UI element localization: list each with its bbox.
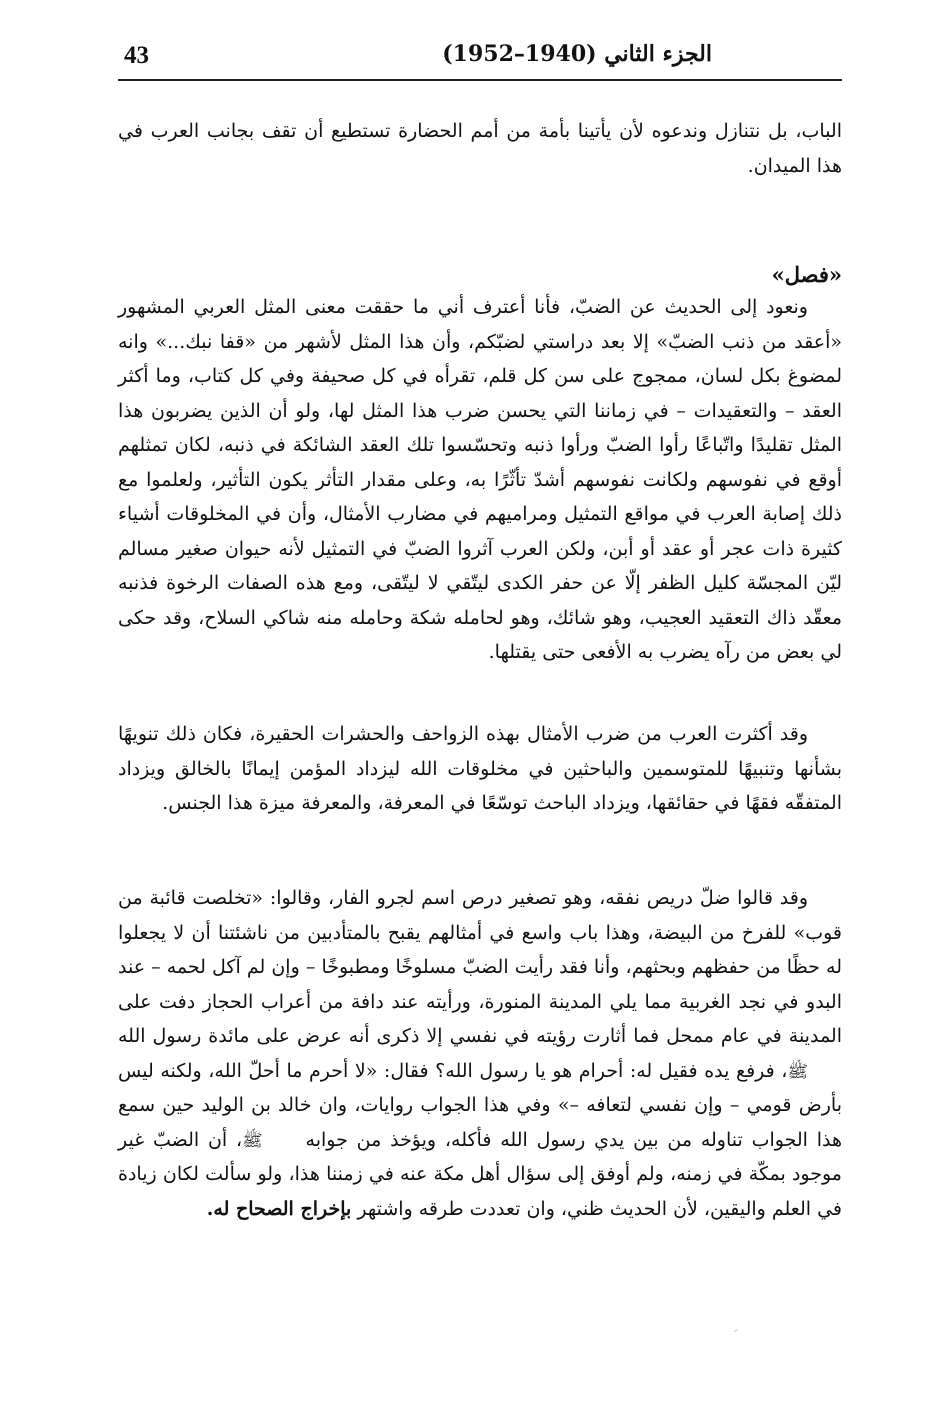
honorific-saw-icon: ﷺ bbox=[787, 1061, 808, 1082]
paragraph-dabb-proverb: ونعود إلى الحديث عن الضبّ، فأنا أعترف أني ما حققت معنى المثل العربي المشهور «أعقد من ذنب الضبّ» إلا بعد دراستي لضبّكم، وأن هذا المثل لأشهر من «قفا نبك...» وانه لمضوغ بكل لسان، ممجوج على سن كل قلم، تقرأه في كل صحيفة وفي كل كتاب، وما أكثر العقد – والتعقيدات – في زماننا التي يحسن ضرب هذا المثل لها، ولو أن الذين يضربون هذا المثل تقليدًا واتّباعًا رأوا الضبّ ورأوا ذنبه وتحسّسوا تلك العقد الشائكة في ذنبه، لكان تمثلهم أوقع في نفوسهم ولكانت نفوسهم أشدّ تأثّرًا به، وعلى مقدار التأثر يكون التأثير، ولعلموا مع ذلك إصابة العرب في مواقع التمثيل ومراميهم في مضارب الأمثال، وأن في المخلوقات أشياء كثيرة ذات عجر أو عقد أو أبن، ولكن العرب آثروا الضبّ في التمثيل لأنه حيوان صغير مسالم ليّن المجسّة كليل الظفر إلّا عن حفر الكدى ليتّقي لا ليتّقى، ومع هذه الصفات الرخوة فذنبه معقّد ذاك التعقيد العجيب، وهو شائك، وهو لحامله شكة وحامله منه شاكي السلاح، وقد حكى لي بعض من رآه يضرب به الأفعى حتى يقتلها. bbox=[118, 296, 842, 663]
hadith-text-part-1: وقد قالوا ضلّ دريص نفقه، وهو تصغير درص اسم لجرو الفار، وقالوا: «تخلصت قائبة من قوب» للفرخ من البيضة، وهذا باب واسع في أمثالهم يقبح بالمتأدبين من ناشئتنا أن لا يجعلوا له حظًا من حفظهم وبحثهم، وأنا فقد رأيت الضبّ مسلوخًا ومطبوخًا – وإن لم آكل لحمه – عند البدو في نجد الغربية مما يلي المدينة المنورة، ورأيته عند دافة من أعراب الحجاز دفت على المدينة في عام ممحل فما أثارت رؤيته في نفسي إلا ذكرى أنه عرض على مائدة رسول الله bbox=[118, 887, 842, 1047]
honorific-saw-icon: ﷺ bbox=[242, 1130, 263, 1151]
page-header bbox=[118, 30, 842, 78]
hadith-text-part-2: ، فرفع يده فقيل له: أحرام هو يا رسول الله؟ فقال: «لا أحرم ما أحلّ الله، ولكنه ليس بأرض قومي – وإن نفسي لتعافه –» وفي هذا الجواب روايات، وان خالد بن الوليد حين سمع هذا الجواب تناوله من بين يدي رسول الله فأكله، ويؤخذ من جوابه bbox=[118, 1059, 842, 1151]
paragraph-hadith bbox=[118, 881, 842, 1226]
running-head: الجزء الثاني (1940–1952) bbox=[442, 41, 712, 67]
scan-speck bbox=[734, 1329, 738, 1332]
section-heading: «فصل» bbox=[771, 262, 842, 287]
header-rule bbox=[118, 79, 842, 81]
paragraph-reptiles-proverbs: وقد أكثرت العرب من ضرب الأمثال بهذه الزواحف والحشرات الحقيرة، فكان ذلك تنويهًا بشأنها وتنبيهًا للمتوسمين والباحثين في مخلوقات الله ليزداد المؤمن إيمانًا بالخالق ويزداد المتفقّه فقهًا في حقائقها، ويزداد الباحث توسّعًا في المعرفة، والمعرفة ميزة هذا الجنس. bbox=[118, 723, 842, 814]
page-number: 43 bbox=[124, 42, 149, 69]
hadith-text-part-3: ، أن الضبّ غير موجود بمكّة في زمنه، ولم أوفق إلى سؤال أهل مكة عنه في زمننا هذا، ولو سألت لكان زيادة في العلم واليقين، لأن الحديث ظني، وان تعددت طرقه واشتهر bbox=[118, 1128, 842, 1220]
hadith-text-part-4: بإخراج الصحاح له. bbox=[206, 1197, 352, 1220]
paragraph-continuation: الباب، بل نتنازل وندعوه لأن يأتينا بأمة من أمم الحضارة تستطيع أن تقف بجانب العرب في هذا الميدان. bbox=[118, 120, 842, 177]
